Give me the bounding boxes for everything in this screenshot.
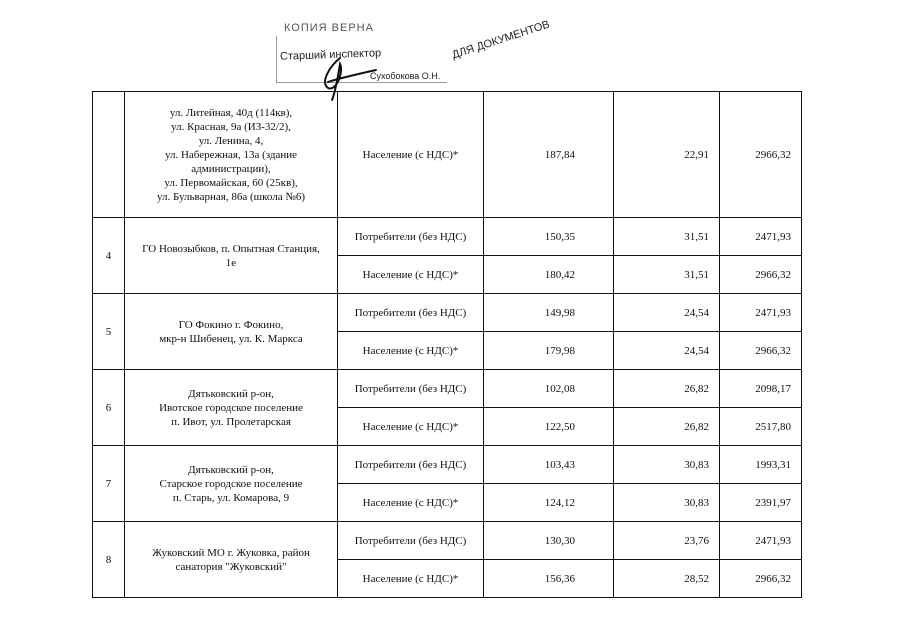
address-cell — [125, 218, 338, 294]
consumer-category: Население (с НДС)* — [338, 560, 484, 598]
address-line: Старское городское поселение — [159, 477, 303, 490]
consumer-category: Потребители (без НДС) — [338, 370, 484, 408]
component-value: 31,51 — [614, 218, 720, 256]
tariff-value: 130,30 — [484, 522, 614, 560]
consumer-category: Потребители (без НДС) — [338, 218, 484, 256]
table-row — [93, 92, 802, 218]
table-row — [93, 446, 802, 484]
tariff-value: 187,84 — [484, 92, 614, 218]
address-line: Дятьковский р-он, — [188, 387, 274, 400]
component-value: 31,51 — [614, 256, 720, 294]
table-row — [93, 370, 802, 408]
stamp-name: Сухобокова О.Н. — [370, 71, 441, 81]
table-row — [93, 218, 802, 256]
total-value: 2098,17 — [720, 370, 802, 408]
address-line: ул. Бульварная, 86а (школа №6) — [156, 190, 306, 203]
tariff-value: 102,08 — [484, 370, 614, 408]
row-number: 7 — [93, 446, 125, 522]
address-line: санатория "Жуковский" — [175, 560, 287, 573]
address-cell — [125, 446, 338, 522]
total-value: 2966,32 — [720, 256, 802, 294]
total-value: 2517,80 — [720, 408, 802, 446]
consumer-category: Потребители (без НДС) — [338, 294, 484, 332]
component-value: 26,82 — [614, 408, 720, 446]
address-line: 1е — [225, 256, 237, 269]
approval-stamp — [270, 12, 552, 92]
total-value: 2966,32 — [720, 332, 802, 370]
total-value: 2471,93 — [720, 522, 802, 560]
tariff-value: 150,35 — [484, 218, 614, 256]
total-value: 1993,31 — [720, 446, 802, 484]
tariff-value: 180,42 — [484, 256, 614, 294]
consumer-category: Население (с НДС)* — [338, 408, 484, 446]
total-value: 2391,97 — [720, 484, 802, 522]
address-line: администрации), — [191, 162, 271, 175]
address-cell — [125, 294, 338, 370]
address-line: мкр-н Шибенец, ул. К. Маркса — [159, 332, 303, 345]
table-row — [93, 294, 802, 332]
stamp-header: КОПИЯ ВЕРНА — [284, 22, 374, 34]
tariff-value: 122,50 — [484, 408, 614, 446]
component-value: 30,83 — [614, 446, 720, 484]
consumer-category: Население (с НДС)* — [338, 332, 484, 370]
tariff-table — [92, 91, 802, 598]
address-line: Дятьковский р-он, — [188, 463, 274, 476]
address-line: ГО Новозыбков, п. Опытная Станция, — [142, 242, 320, 255]
total-value: 2471,93 — [720, 294, 802, 332]
address-line: Жуковский МО г. Жуковка, район — [152, 546, 310, 559]
table-row — [93, 522, 802, 560]
component-value: 24,54 — [614, 294, 720, 332]
row-number — [93, 92, 125, 218]
consumer-category: Население (с НДС)* — [338, 92, 484, 218]
total-value: 2966,32 — [720, 560, 802, 598]
component-value: 23,76 — [614, 522, 720, 560]
address-cell — [125, 370, 338, 446]
stamp-role: Старший инспектор — [279, 47, 382, 63]
tariff-value: 103,43 — [484, 446, 614, 484]
consumer-category: Потребители (без НДС) — [338, 522, 484, 560]
total-value: 2966,32 — [720, 92, 802, 218]
address-line: ул. Литейная, 40д (114кв), — [169, 106, 293, 119]
component-value: 28,52 — [614, 560, 720, 598]
address-line: п. Старь, ул. Комарова, 9 — [172, 491, 290, 504]
address-line: ул. Красная, 9а (ИЗ-32/2), — [171, 120, 291, 133]
tariff-value: 156,36 — [484, 560, 614, 598]
address-line: Ивотское городское поселение — [159, 401, 303, 414]
component-value: 24,54 — [614, 332, 720, 370]
address-line: ул. Ленина, 4, — [198, 134, 264, 147]
address-line: ул. Набережная, 13а (здание — [164, 148, 298, 161]
address-cell — [125, 92, 338, 218]
tariff-value: 149,98 — [484, 294, 614, 332]
stamp-side-text: ДЛЯ ДОКУМЕНТОВ — [450, 18, 552, 62]
tariff-value: 124,12 — [484, 484, 614, 522]
row-number: 6 — [93, 370, 125, 446]
row-number: 8 — [93, 522, 125, 598]
address-cell — [125, 522, 338, 598]
address-line: п. Ивот, ул. Пролетарская — [171, 415, 291, 428]
consumer-category: Население (с НДС)* — [338, 256, 484, 294]
consumer-category: Население (с НДС)* — [338, 484, 484, 522]
address-line: ул. Первомайская, 60 (25кв), — [164, 176, 298, 189]
component-value: 22,91 — [614, 92, 720, 218]
component-value: 30,83 — [614, 484, 720, 522]
total-value: 2471,93 — [720, 218, 802, 256]
consumer-category: Потребители (без НДС) — [338, 446, 484, 484]
address-line: ГО Фокино г. Фокино, — [178, 318, 284, 331]
component-value: 26,82 — [614, 370, 720, 408]
tariff-value: 179,98 — [484, 332, 614, 370]
row-number: 5 — [93, 294, 125, 370]
row-number: 4 — [93, 218, 125, 294]
